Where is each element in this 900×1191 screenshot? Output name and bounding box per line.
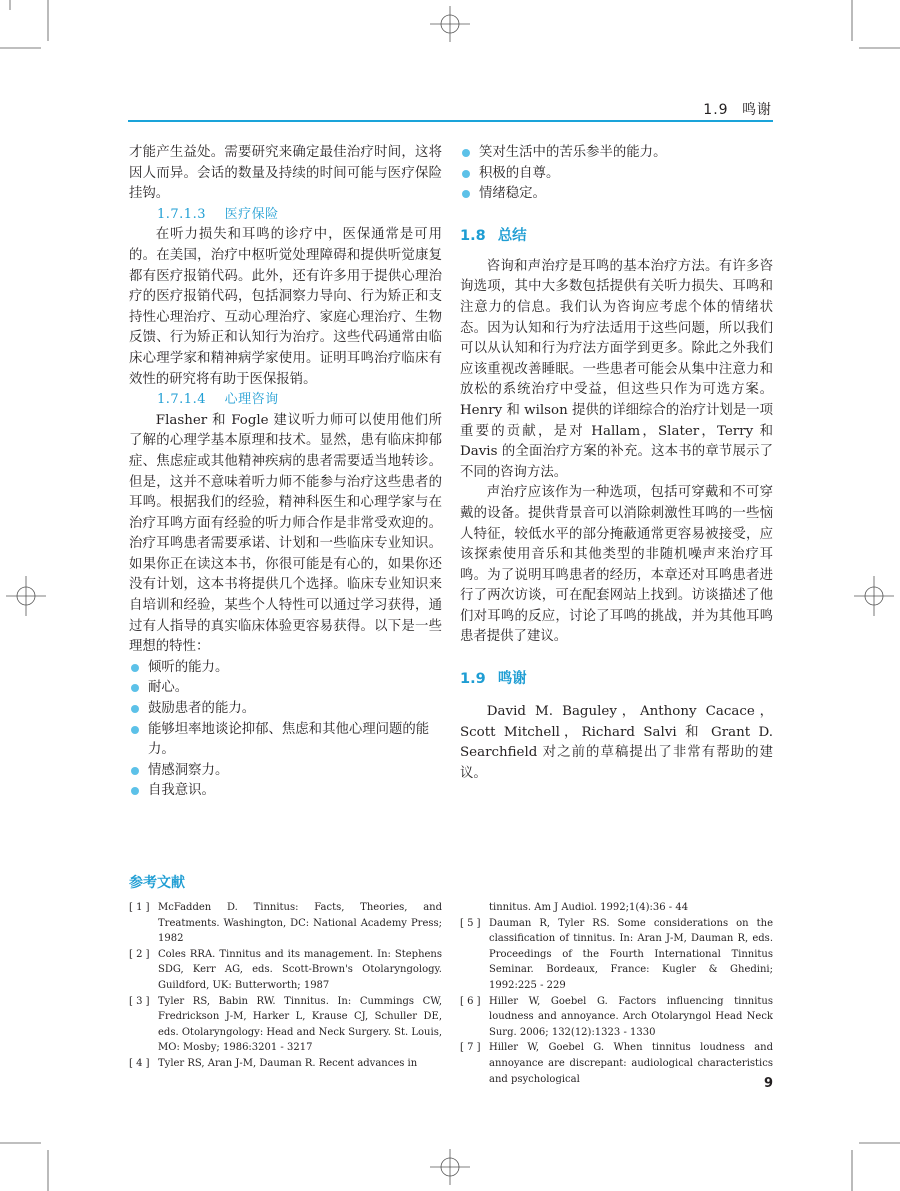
section-number: 1.9 bbox=[460, 671, 486, 688]
reference-item: [ 6 ] Hiller W, Goebel G. Factors influencing tinnitus loudness and annoyance. Arch Otolaryngol Head Neck Surg. 2006; 132(12):1323 - 1330 bbox=[460, 995, 773, 1038]
bullet-icon bbox=[131, 684, 139, 692]
right-column bbox=[460, 143, 773, 784]
running-header bbox=[703, 99, 772, 119]
paragraph-continuation: 才能产生益处。需要研究来确定最佳治疗时间，这将因人而异。会话的数量及持续的时间可能与医疗保险挂钩。 bbox=[129, 145, 442, 202]
bullet-icon bbox=[131, 705, 139, 713]
subsection-title: 医疗保险 bbox=[224, 206, 279, 222]
section-number: 1.8 bbox=[460, 227, 486, 244]
page-number: 9 bbox=[763, 1076, 773, 1091]
subsection-number: 1.7.1.4 bbox=[157, 392, 206, 408]
section-heading-acknowledgement bbox=[460, 668, 773, 690]
list-item: 倾听的能力。 bbox=[129, 658, 442, 679]
header-section-number: 1.9 bbox=[703, 102, 729, 118]
reference-item: [ 7 ] Hiller W, Goebel G. When tinnitus loudness and annoyance are discrepant: audiological characteristics and psychological bbox=[460, 1042, 773, 1085]
section-title: 鸣谢 bbox=[497, 671, 527, 688]
references-right-column bbox=[460, 900, 773, 1087]
subsection-number: 1.7.1.3 bbox=[157, 206, 206, 222]
section-heading-summary bbox=[460, 225, 773, 247]
list-item: 耐心。 bbox=[129, 678, 442, 699]
header-rule bbox=[128, 120, 773, 122]
list-item: 情绪稳定。 bbox=[460, 184, 773, 205]
list-item: 自我意识。 bbox=[129, 781, 442, 802]
header-section-title: 鸣谢 bbox=[742, 102, 772, 118]
reference-continuation: tinnitus. Am J Audiol. 1992;1(4):36 - 44 bbox=[489, 902, 689, 913]
left-column bbox=[129, 143, 442, 802]
bullet-icon bbox=[462, 149, 470, 157]
reference-item: [ 2 ] Coles RRA. Tinnitus and its management. In: Stephens SDG, Kerr AG, eds. Scott-Brown's Otolaryngology. Guildford, UK: Butterworth; 1987 bbox=[129, 948, 442, 991]
bullet-icon bbox=[131, 787, 139, 795]
reference-item: [ 5 ] Dauman R, Tyler RS. Some considerations on the classification of tinnitus. In: Aran J-M, Dauman R, eds. Proceedings of the Fourth International Tinnitus Seminar. Bordeaux, France: Kugler & Ghedini; 1992:225 - 229 bbox=[460, 917, 773, 991]
section-title: 总结 bbox=[497, 227, 527, 244]
bullet-icon bbox=[131, 726, 139, 734]
subsection-heading-counseling bbox=[157, 390, 442, 411]
list-item: 积极的自尊。 bbox=[460, 164, 773, 185]
list-item: 鼓励患者的能力。 bbox=[129, 699, 442, 720]
bullet-icon bbox=[462, 190, 470, 198]
paragraph-counseling: Flasher 和 Fogle 建议听力师可以使用他们所了解的心理学基本原理和技术。显然，患有临床抑郁症、焦虑症或其他精神疾病的患者需要适当地转诊。但是，这并不意味着听力师不能参与治疗这些患者的耳鸣。根据我们的经验，精神科医生和心理学家与在治疗耳鸣方面有经验的听力师合作是非常受欢迎的。治疗耳鸣患者需要承诺、计划和一些临床专业知识。如果你正在读这本书，你很可能是有心的，如果你还没有计划，这本书将提供几个选择。临床专业知识来自培训和经验，某些个人特性可以通过学习获得，通过有人指导的真实临床体验更容易获得。以下是一些理想的特性： bbox=[129, 412, 442, 655]
list-item: 能够坦率地谈论抑郁、焦虑和其他心理问题的能力。 bbox=[129, 720, 442, 761]
subsection-heading-insurance bbox=[157, 205, 442, 226]
paragraph-acknowledgement: David M. Baguley，Anthony Cacace，Scott Mitchell，Richard Salvi 和 Grant D. Searchfield 对之前的草稿提出了非常有帮助的建议。 bbox=[460, 704, 773, 781]
bullet-icon bbox=[462, 170, 470, 178]
paragraph-summary-2: 声治疗应该作为一种选项，包括可穿戴和不可穿戴的设备。提供背景音可以消除刺激性耳鸣的一些恼人特征，较低水平的部分掩蔽通常更容易被接受，应该探索使用音乐和其他类型的非随机噪声来治疗耳鸣。为了说明耳鸣患者的经历，本章还对耳鸣患者进行了两次访谈，可在配套网站上找到。访谈描述了他们对耳鸣的反应，讨论了耳鸣的挑战，并为其他耳鸣患者提供了建议。 bbox=[460, 485, 773, 645]
reference-item: [ 1 ] McFadden D. Tinnitus: Facts, Theories, and Treatments. Washington, DC: National Academy Press; 1982 bbox=[129, 902, 442, 945]
subsection-title: 心理咨询 bbox=[224, 392, 279, 408]
list-item: 情感洞察力。 bbox=[129, 761, 442, 782]
traits-list-continued bbox=[460, 143, 773, 205]
paragraph-summary-1: 咨询和声治疗是耳鸣的基本治疗方法。有许多咨询选项，其中大多数包括提供有关听力损失、耳鸣和注意力的信息。我们认为咨询应考虑个体的情绪状态。因为认知和行为疗法适用于这些问题，所以我们可以从认知和行为疗法方面学到更多。除此之外我们应该重视改善睡眠。一些患者可能会从集中注意力和放松的系统治疗中受益，但这些只作为可选方案。Henry 和 wilson 提供的详细综合的治疗计划是一项重要的贡献，是对 Hallam，Slater，Terry 和 Davis 的全面治疗方案的补充。这本书的章节展示了不同的咨询方法。 bbox=[460, 258, 773, 480]
references-left-column bbox=[129, 900, 442, 1072]
traits-list bbox=[129, 658, 442, 802]
list-item: 笑对生活中的苦乐参半的能力。 bbox=[460, 143, 773, 164]
bullet-icon bbox=[131, 664, 139, 672]
paragraph-insurance: 在听力损失和耳鸣的诊疗中，医保通常是可用的。在美国，治疗中枢听觉处理障碍和提供听觉康复都有医疗报销代码。此外，还有许多用于提供心理治疗的医疗报销代码，包括洞察力导向、行为矫正和支持性心理治疗、互动心理治疗、家庭心理治疗、生物反馈、行为矫正和认知行为治疗。这些代码通常由临床心理学家和精神病学家使用。证明耳鸣治疗临床有效性的研究将有助于医保报销。 bbox=[129, 227, 442, 387]
reference-item: [ 3 ] Tyler RS, Babin RW. Tinnitus. In: Cummings CW, Fredrickson J-M, Harker L, Krause CJ, Schuller DE, eds. Otolaryngology: Head and Neck Surgery. St. Louis, MO: Mosby; 1986:3201 - 3217 bbox=[129, 995, 442, 1054]
bullet-icon bbox=[131, 767, 139, 775]
reference-item: [ 4 ] Tyler RS, Aran J-M, Dauman R. Recent advances in bbox=[129, 1057, 418, 1069]
references-title: 参考文献 bbox=[129, 875, 185, 891]
